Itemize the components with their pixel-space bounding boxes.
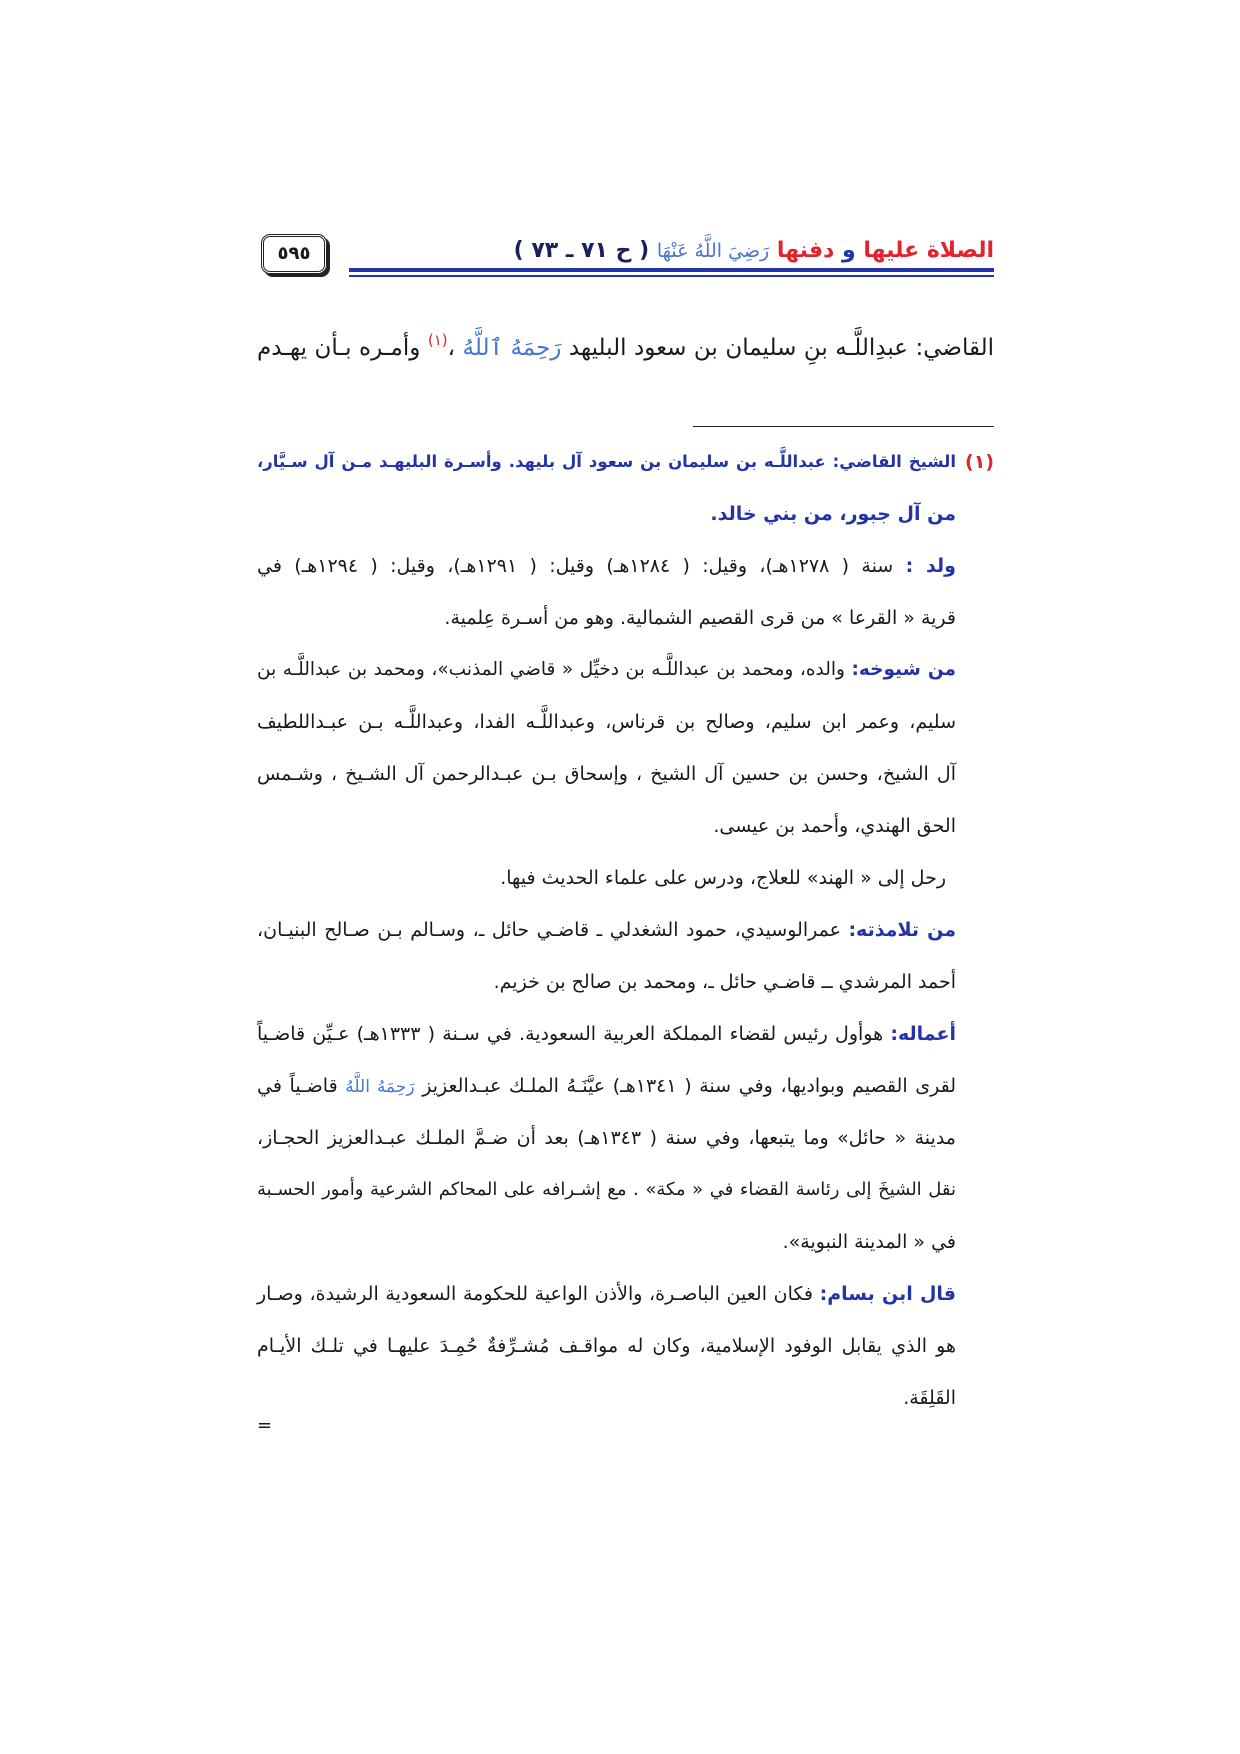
footnote-reference: (١) [427, 331, 448, 349]
works-text: هوأول رئيس لقضاء المملكة العربية السعودية. في سـنة ( ١٣٣٣هـ) عـيِّن قاضـياً [257, 1023, 884, 1045]
teachers-line [257, 748, 956, 800]
main-text-before: القاضي: عبدِاللَّـه بنِ سليمان بن سعود البليهد [568, 335, 995, 361]
header-rule-thin [349, 275, 994, 277]
students-label: من تلامذته: [848, 919, 956, 941]
running-header [513, 234, 994, 268]
works-text: لقرى القصيم وبواديها، وفي سنة ( ١٣٤١هـ) عيَّنَـهُ الملـك عبـدالعزيز [422, 1075, 956, 1097]
header-title-part-2: دفنها [776, 238, 835, 263]
birth-line [257, 540, 956, 592]
teachers-label: من شيوخه: [851, 659, 956, 680]
footnote-heading-line [257, 488, 956, 540]
birth-text: سنة ( ١٢٧٨هـ)، وقيل: ( ١٢٨٤هـ) وقيل: ( ١٢٩١هـ)، وقيل: ( ١٢٩٤هـ) في [257, 555, 894, 577]
students-text: أحمد المرشدي ــ قاضـي حائل ـ، ومحمد بن صالح بن خزيم. [493, 971, 956, 993]
footnote-heading-text: من آل جبور، من بني خالد. [710, 503, 956, 525]
header-honorific: رَضِيَ اللَّهُ عَنْهَا [656, 240, 770, 262]
students-text: عمرالوسيدي، حمود الشغدلي ـ قاضـي حائل ـ، وسـالم بـن صـالح البنيـان، [257, 919, 841, 941]
page-number [261, 234, 327, 274]
students-line [257, 904, 956, 956]
main-text-comma: ، [447, 335, 456, 361]
works-line [257, 1112, 956, 1164]
teachers-text: سليم، وعمر ابن سليم، وصالح بن قرناس، وعبداللَّـه الفدا، وعبداللَّـه بـن عبـداللطيف [257, 711, 956, 733]
teachers-line [257, 696, 956, 748]
main-text-line [257, 312, 994, 368]
ibn-bassam-label: قال ابن بسام: [819, 1283, 956, 1305]
footnote-block [257, 436, 956, 1424]
birth-label: ولد : [905, 555, 956, 577]
works-line [257, 1164, 956, 1216]
header-hadith-range: ( ح ٧١ ـ ٧٣ ) [513, 238, 650, 263]
footnote-heading-text: الشيخ القاضي: عبداللَّـه بن سليمان بن سعود آل بليهد. وأسـرة البليهـد مـن آل سـيَّار، [257, 452, 956, 471]
works-text: قاضـياً في [257, 1075, 338, 1097]
page-number-text: ٥٩٥ [277, 243, 311, 264]
teachers-line [257, 800, 956, 852]
travel-text: رحل إلى « الهند» للعلاج، ودرس على علماء الحديث فيها. [500, 867, 946, 889]
header-conjunction: و [842, 238, 856, 263]
works-line [257, 1060, 956, 1112]
ibn-bassam-line [257, 1320, 956, 1372]
footnote-heading-line [257, 436, 956, 488]
header-title-part-1: الصلاة عليها [863, 238, 994, 263]
birth-line [257, 592, 956, 644]
ibn-bassam-text: القَلِقَة. [903, 1387, 956, 1409]
works-label: أعماله: [890, 1023, 956, 1045]
main-text-honorific: رَحِمَهُ ٱللَّهُ [462, 335, 562, 361]
main-text-after: وأمـره بـأن يهـدم [257, 335, 421, 361]
teachers-line [257, 644, 956, 696]
works-text: في « المدينة النبوية». [782, 1231, 956, 1253]
footnote-marker: (١) [965, 451, 994, 473]
works-line [257, 1008, 956, 1060]
header-rule-thick [349, 268, 994, 272]
ibn-bassam-text: هو الذي يقابل الوفود الإسلامية، وكان له مواقـف مُشـرِّفةٌ حُمِـدَ عليهـا في تلـك الأيـام [257, 1335, 956, 1357]
travel-line [257, 852, 956, 904]
teachers-text: آل الشيخ، وحسن بن حسين آل الشيخ ، وإسحاق بـن عبـدالرحمن آل الشـيخ ، وشـمس [257, 763, 956, 785]
works-text: مدينة « حائل» وما يتبعها، وفي سنة ( ١٣٤٣هـ) بعد أن ضـمَّ الملـك عبـدالعزيز الحجـاز، [257, 1127, 956, 1149]
continuation-mark: = [257, 1415, 273, 1436]
footnote-separator [693, 426, 994, 427]
teachers-text: الحق الهندي، وأحمد بن عيسى. [713, 815, 956, 837]
ibn-bassam-line [257, 1372, 956, 1424]
birth-text: قرية « القرعا » من قرى القصيم الشمالية. وهو من أسـرة عِلمية. [444, 607, 956, 629]
works-honorific: رَحِمَهُ اللَّهُ [345, 1077, 415, 1097]
ibn-bassam-text: فكان العين الباصـرة، والأذن الواعية للحكومة السعودية الرشيدة، وصـار [257, 1283, 813, 1305]
works-line [257, 1216, 956, 1268]
students-line [257, 956, 956, 1008]
ibn-bassam-line [257, 1268, 956, 1320]
teachers-text: والده، ومحمد بن عبداللَّـه بن دخيِّل « قاضي المذنب»، ومحمد بن عبداللَّـه بن [257, 659, 845, 680]
works-text: نقل الشيخَ إلى رئاسة القضاء في « مكة» . مع إشـرافه على المحاكم الشرعية وأمور الحسـبة [257, 1179, 956, 1200]
